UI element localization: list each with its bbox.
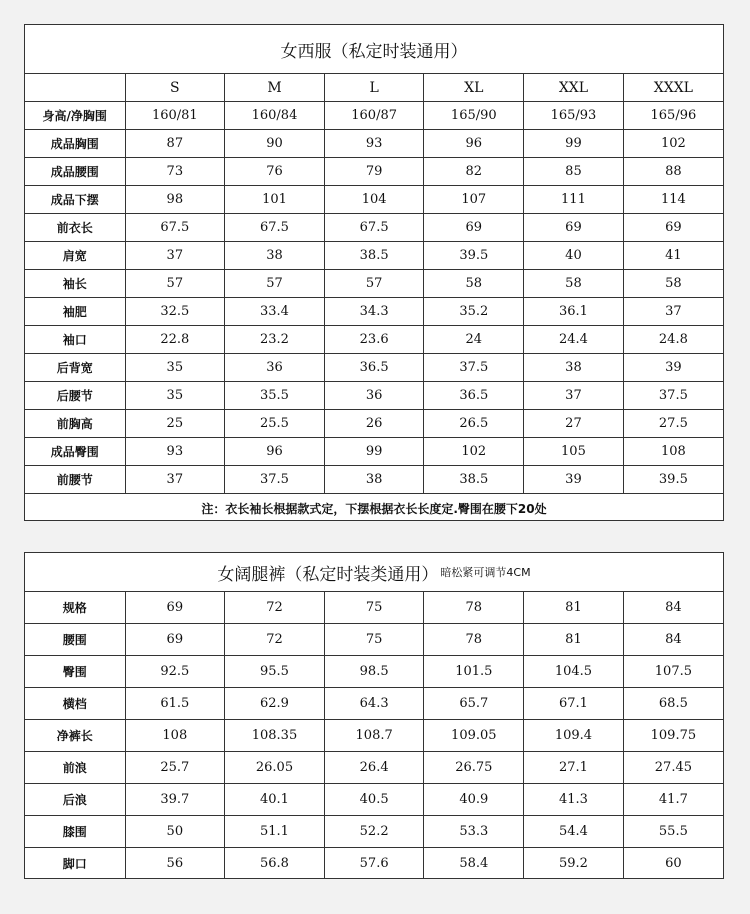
- row-label-cell: 膝围: [25, 816, 125, 848]
- measurement-cell: 165/96: [623, 102, 723, 130]
- measurement-cell: 40.1: [225, 784, 325, 816]
- measurement-cell: 72: [225, 624, 325, 656]
- measurement-cell: 35: [125, 354, 225, 382]
- measurement-cell: 79: [324, 158, 424, 186]
- measurement-cell: 102: [623, 130, 723, 158]
- measurement-cell: 90: [225, 130, 325, 158]
- measurement-cell: 64.3: [324, 688, 424, 720]
- pants-size-table: [25, 592, 723, 879]
- measurement-cell: 93: [324, 130, 424, 158]
- header-corner-cell: [25, 74, 125, 102]
- measurement-cell: 39: [623, 354, 723, 382]
- measurement-cell: 41: [623, 242, 723, 270]
- measurement-cell: 59.2: [524, 848, 624, 880]
- measurement-cell: 39.5: [424, 242, 524, 270]
- measurement-cell: 114: [623, 186, 723, 214]
- row-label-cell: 腰围: [25, 624, 125, 656]
- measurement-cell: 35.5: [225, 382, 325, 410]
- measurement-cell: 109.4: [524, 720, 624, 752]
- measurement-cell: 101: [225, 186, 325, 214]
- row-label-cell: 前浪: [25, 752, 125, 784]
- measurement-cell: 108: [125, 720, 225, 752]
- measurement-cell: 96: [424, 130, 524, 158]
- measurement-cell: 32.5: [125, 298, 225, 326]
- measurement-cell: 98: [125, 186, 225, 214]
- measurement-cell: 41.3: [524, 784, 624, 816]
- table-row: [25, 186, 723, 214]
- measurement-cell: 27.45: [623, 752, 723, 784]
- table-row: [25, 438, 723, 466]
- measurement-cell: 67.5: [125, 214, 225, 242]
- row-label-cell: 前胸高: [25, 410, 125, 438]
- measurement-cell: 38.5: [424, 466, 524, 494]
- measurement-cell: 75: [324, 624, 424, 656]
- measurement-cell: 57: [324, 270, 424, 298]
- measurement-cell: 109.05: [424, 720, 524, 752]
- measurement-cell: 37: [125, 466, 225, 494]
- table-row: [25, 784, 723, 816]
- row-label-cell: 臀围: [25, 656, 125, 688]
- measurement-cell: 37: [524, 382, 624, 410]
- size-header-cell: XXL: [524, 74, 624, 102]
- measurement-cell: 38: [225, 242, 325, 270]
- measurement-cell: 36.5: [424, 382, 524, 410]
- measurement-cell: 40.9: [424, 784, 524, 816]
- measurement-cell: 54.4: [524, 816, 624, 848]
- measurement-cell: 27: [524, 410, 624, 438]
- measurement-cell: 39.7: [125, 784, 225, 816]
- measurement-cell: 69: [524, 214, 624, 242]
- pants-size-chart: [24, 552, 724, 879]
- measurement-cell: 37.5: [225, 466, 325, 494]
- size-header-cell: L: [324, 74, 424, 102]
- table-row: [25, 382, 723, 410]
- measurement-cell: 56: [125, 848, 225, 880]
- measurement-cell: 107.5: [623, 656, 723, 688]
- measurement-cell: 102: [424, 438, 524, 466]
- measurement-cell: 108.7: [324, 720, 424, 752]
- measurement-cell: 24.8: [623, 326, 723, 354]
- row-label-cell: 后浪: [25, 784, 125, 816]
- measurement-cell: 35.2: [424, 298, 524, 326]
- row-label-cell: 成品胸围: [25, 130, 125, 158]
- table-row: [25, 592, 723, 624]
- row-label-cell: 后腰节: [25, 382, 125, 410]
- table-row: [25, 130, 723, 158]
- row-label-cell: 袖长: [25, 270, 125, 298]
- measurement-cell: 107: [424, 186, 524, 214]
- table-row: [25, 816, 723, 848]
- measurement-cell: 50: [125, 816, 225, 848]
- table-row: [25, 298, 723, 326]
- measurement-cell: 69: [424, 214, 524, 242]
- measurement-cell: 26.5: [424, 410, 524, 438]
- table-row: [25, 466, 723, 494]
- measurement-cell: 78: [424, 624, 524, 656]
- measurement-cell: 101.5: [424, 656, 524, 688]
- table-row: [25, 102, 723, 130]
- measurement-cell: 105: [524, 438, 624, 466]
- table-header-row: [25, 74, 723, 102]
- measurement-cell: 67.1: [524, 688, 624, 720]
- row-label-cell: 成品腰围: [25, 158, 125, 186]
- measurement-cell: 36.5: [324, 354, 424, 382]
- measurement-cell: 62.9: [225, 688, 325, 720]
- measurement-cell: 160/87: [324, 102, 424, 130]
- row-label-cell: 净裤长: [25, 720, 125, 752]
- measurement-cell: 99: [324, 438, 424, 466]
- measurement-cell: 108.35: [225, 720, 325, 752]
- size-header-cell: XXXL: [623, 74, 723, 102]
- measurement-cell: 36: [225, 354, 325, 382]
- measurement-cell: 84: [623, 624, 723, 656]
- table-row: [25, 752, 723, 784]
- measurement-cell: 96: [225, 438, 325, 466]
- measurement-cell: 58: [524, 270, 624, 298]
- suit-size-chart: [24, 24, 724, 521]
- measurement-cell: 58.4: [424, 848, 524, 880]
- measurement-cell: 109.75: [623, 720, 723, 752]
- measurement-cell: 55.5: [623, 816, 723, 848]
- measurement-cell: 165/93: [524, 102, 624, 130]
- table-row: [25, 624, 723, 656]
- row-label-cell: 前腰节: [25, 466, 125, 494]
- measurement-cell: 37.5: [424, 354, 524, 382]
- measurement-cell: 65.7: [424, 688, 524, 720]
- measurement-cell: 24: [424, 326, 524, 354]
- measurement-cell: 78: [424, 592, 524, 624]
- measurement-cell: 95.5: [225, 656, 325, 688]
- measurement-cell: 81: [524, 624, 624, 656]
- table-row: [25, 720, 723, 752]
- measurement-cell: 22.8: [125, 326, 225, 354]
- measurement-cell: 36: [324, 382, 424, 410]
- measurement-cell: 104.5: [524, 656, 624, 688]
- measurement-cell: 51.1: [225, 816, 325, 848]
- measurement-cell: 24.4: [524, 326, 624, 354]
- measurement-cell: 160/81: [125, 102, 225, 130]
- measurement-cell: 53.3: [424, 816, 524, 848]
- measurement-cell: 108: [623, 438, 723, 466]
- measurement-cell: 57.6: [324, 848, 424, 880]
- measurement-cell: 25: [125, 410, 225, 438]
- suit-chart-title: [25, 25, 723, 74]
- measurement-cell: 82: [424, 158, 524, 186]
- table-row: [25, 354, 723, 382]
- row-label-cell: 肩宽: [25, 242, 125, 270]
- measurement-cell: 93: [125, 438, 225, 466]
- measurement-cell: 58: [623, 270, 723, 298]
- measurement-cell: 26.4: [324, 752, 424, 784]
- suit-size-table: [25, 74, 723, 494]
- measurement-cell: 92.5: [125, 656, 225, 688]
- table-row: [25, 214, 723, 242]
- size-header-cell: S: [125, 74, 225, 102]
- measurement-cell: 57: [125, 270, 225, 298]
- size-header-cell: XL: [424, 74, 524, 102]
- measurement-cell: 34.3: [324, 298, 424, 326]
- measurement-cell: 36.1: [524, 298, 624, 326]
- row-label-cell: 身高/净胸围: [25, 102, 125, 130]
- measurement-cell: 58: [424, 270, 524, 298]
- measurement-cell: 40.5: [324, 784, 424, 816]
- measurement-cell: 23.2: [225, 326, 325, 354]
- pants-title-note: 暗松紧可调节4CM: [440, 566, 531, 579]
- size-header-cell: M: [225, 74, 325, 102]
- measurement-cell: 37: [125, 242, 225, 270]
- row-label-cell: 前衣长: [25, 214, 125, 242]
- measurement-cell: 73: [125, 158, 225, 186]
- row-label-cell: 规格: [25, 592, 125, 624]
- measurement-cell: 23.6: [324, 326, 424, 354]
- table-row: [25, 242, 723, 270]
- measurement-cell: 35: [125, 382, 225, 410]
- table-row: [25, 326, 723, 354]
- pants-title-text: 女阔腿裤（私定时装类通用）: [217, 564, 439, 585]
- measurement-cell: 69: [125, 624, 225, 656]
- measurement-cell: 38.5: [324, 242, 424, 270]
- measurement-cell: 39: [524, 466, 624, 494]
- measurement-cell: 25.7: [125, 752, 225, 784]
- measurement-cell: 60: [623, 848, 723, 880]
- measurement-cell: 38: [324, 466, 424, 494]
- table-row: [25, 410, 723, 438]
- measurement-cell: 40: [524, 242, 624, 270]
- row-label-cell: 脚口: [25, 848, 125, 880]
- measurement-cell: 52.2: [324, 816, 424, 848]
- table-row: [25, 656, 723, 688]
- measurement-cell: 68.5: [623, 688, 723, 720]
- measurement-cell: 26: [324, 410, 424, 438]
- measurement-cell: 25.5: [225, 410, 325, 438]
- table-row: [25, 848, 723, 880]
- measurement-cell: 160/84: [225, 102, 325, 130]
- measurement-cell: 26.75: [424, 752, 524, 784]
- measurement-cell: 67.5: [225, 214, 325, 242]
- measurement-cell: 84: [623, 592, 723, 624]
- table-row: [25, 270, 723, 298]
- row-label-cell: 袖肥: [25, 298, 125, 326]
- measurement-cell: 69: [623, 214, 723, 242]
- measurement-cell: 87: [125, 130, 225, 158]
- measurement-cell: 104: [324, 186, 424, 214]
- measurement-cell: 61.5: [125, 688, 225, 720]
- measurement-cell: 57: [225, 270, 325, 298]
- measurement-cell: 38: [524, 354, 624, 382]
- row-label-cell: 成品臀围: [25, 438, 125, 466]
- measurement-cell: 37.5: [623, 382, 723, 410]
- measurement-cell: 37: [623, 298, 723, 326]
- measurement-cell: 67.5: [324, 214, 424, 242]
- measurement-cell: 33.4: [225, 298, 325, 326]
- measurement-cell: 56.8: [225, 848, 325, 880]
- table-row: [25, 688, 723, 720]
- row-label-cell: 后背宽: [25, 354, 125, 382]
- row-label-cell: 袖口: [25, 326, 125, 354]
- measurement-cell: 75: [324, 592, 424, 624]
- row-label-cell: 横档: [25, 688, 125, 720]
- measurement-cell: 27.1: [524, 752, 624, 784]
- measurement-cell: 81: [524, 592, 624, 624]
- measurement-cell: 72: [225, 592, 325, 624]
- measurement-cell: 39.5: [623, 466, 723, 494]
- measurement-cell: 26.05: [225, 752, 325, 784]
- suit-title-text: 女西服（私定时装通用）: [280, 41, 468, 62]
- measurement-cell: 99: [524, 130, 624, 158]
- pants-chart-title: [25, 553, 723, 592]
- table-row: [25, 158, 723, 186]
- measurement-cell: 27.5: [623, 410, 723, 438]
- measurement-cell: 85: [524, 158, 624, 186]
- measurement-cell: 41.7: [623, 784, 723, 816]
- measurement-cell: 76: [225, 158, 325, 186]
- measurement-cell: 88: [623, 158, 723, 186]
- measurement-cell: 165/90: [424, 102, 524, 130]
- measurement-cell: 98.5: [324, 656, 424, 688]
- measurement-cell: 111: [524, 186, 624, 214]
- suit-footer-note: 注：衣长袖长根据款式定，下摆根据衣长长度定.臀围在腰下20处: [201, 501, 547, 516]
- measurement-cell: 69: [125, 592, 225, 624]
- row-label-cell: 成品下摆: [25, 186, 125, 214]
